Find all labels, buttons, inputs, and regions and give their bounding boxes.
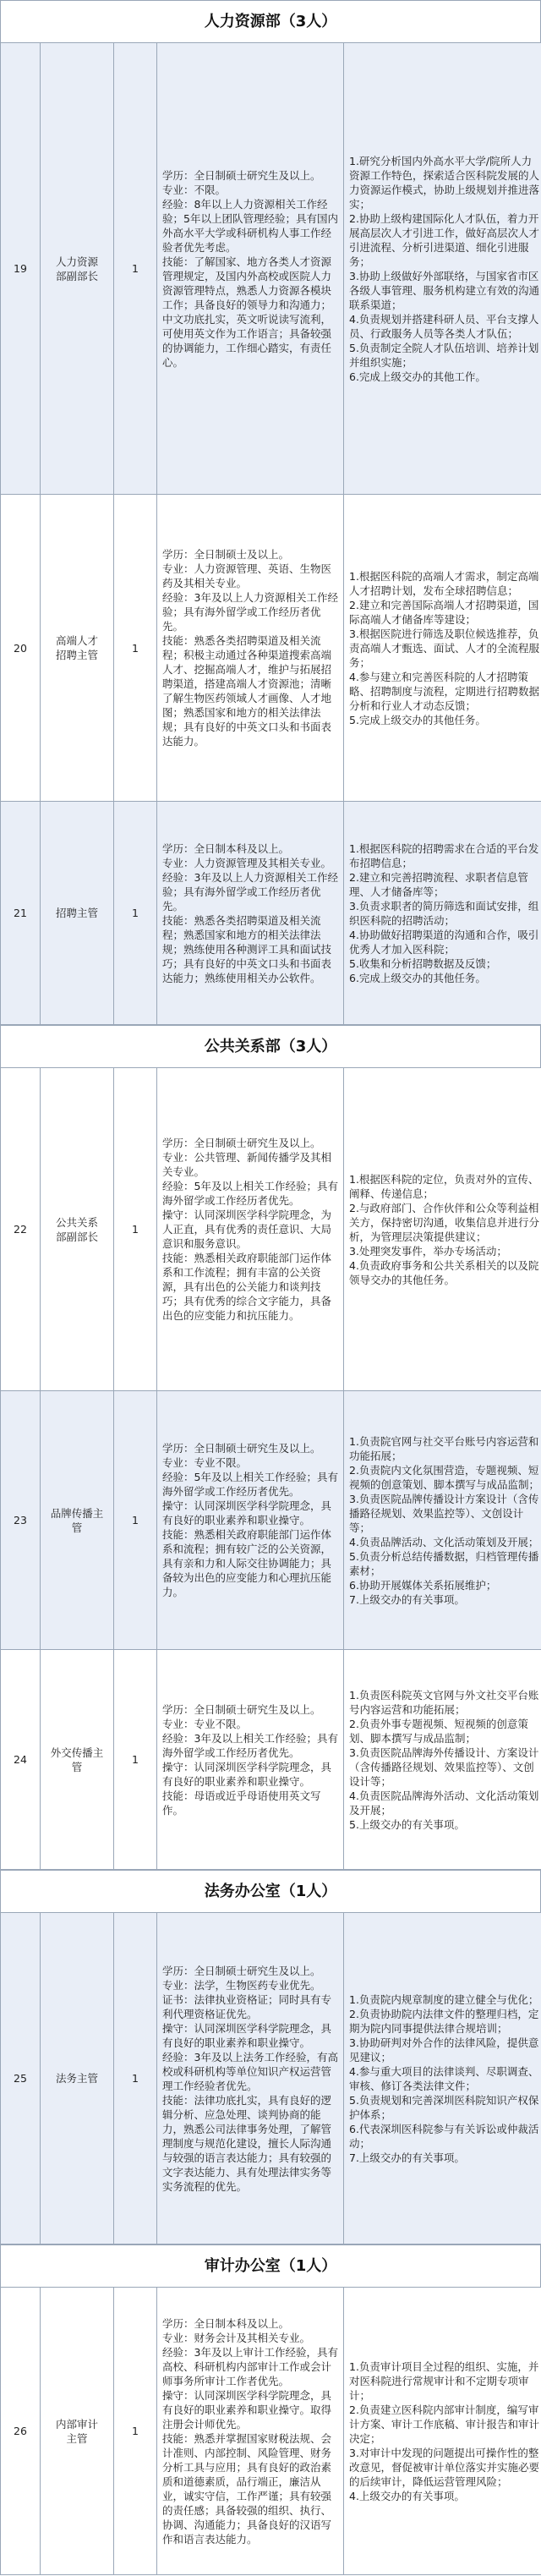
section-header-audit: 审计办公室（1人） bbox=[0, 2244, 541, 2287]
section-header-hr: 人力资源部（3人） bbox=[0, 0, 541, 42]
headcount: 1 bbox=[114, 495, 157, 802]
row-number: 23 bbox=[1, 1391, 41, 1650]
table-row bbox=[1, 495, 541, 802]
position-name: 高端人才 招聘主管 bbox=[41, 495, 114, 802]
requirements-cell: 学历：全日制硕士及以上。 专业：人力资源管理、英语、生物医药及其相关专业。 经验：3年及以上人力资源相关工作经验；具有海外留学或工作经历者优先。 技能：熟悉各类招聘渠道及相关流程；积极主动通过各种渠道搜索高端人才、挖掘高端人才，维护与拓展招聘渠道，搭建高端人才资源池；清晰了解生物医药领域人才画像、人才地图；熟悉国家和地方的相关法律法规；具有良好的中英文口头和书面表达能力。 bbox=[157, 495, 344, 802]
requirements-cell: 学历：全日制硕士研究生及以上。 专业：公共管理、新闻传播学及其相关专业。 经验：5年及以上相关工作经验；具有海外留学或工作经历者优先。 操守：认同深圳医学科学院理念，为人正直，具有优秀的责任意识、大局意识和服务意识。 技能：熟悉相关政府职能部门运作体系和工作流程；拥有丰富的公关资源，具有出色的公关能力和谈判技巧；具有优秀的综合文字能力，具备出色的应变能力和抗压能力。 bbox=[157, 1068, 344, 1391]
duties-cell: 1.根据医科院的定位，负责对外的宣传、阐释、传递信息； 2.与政府部门、合作伙伴和公众等利益相关方，保持密切沟通，收集信息并进行分析，为管理层决策提供建议； 3.处理突发事件，举办专场活动； 4.负责政府事务和公共关系相关的以及院领导交办的其他任务。 bbox=[344, 1068, 541, 1391]
requirements-cell: 学历：全日制硕士研究生及以上。 专业：不限。 经验：8年以上人力资源相关工作经验；5年以上团队管理经验；具有国内外高水平大学或科研机构人事工作经验者优先考虑。 技能：了解国家、地方各类人才资源管理规定，及国内外高校或医院人力资源管理特点，熟悉人力资源各模块工作；具备良好的领导力和沟通力；中文功底扎实，英文听说读写流利，可使用英文作为工作语言；具备较强的协调能力，工作细心踏实，有责任心。 bbox=[157, 43, 344, 495]
row-number: 22 bbox=[1, 1068, 41, 1391]
position-name: 公共关系 部副部长 bbox=[41, 1068, 114, 1391]
table-row bbox=[1, 1068, 541, 1391]
headcount: 1 bbox=[114, 2288, 157, 2575]
requirements-cell: 学历：全日制硕士研究生及以上。 专业：专业不限。 经验：5年及以上相关工作经验；具有海外留学或工作经历者优先。 操守：认同深圳医学科学院理念，具有良好的职业素养和职业操守。 技能：熟悉相关政府职能部门运作体系和流程；拥有较广泛的公关资源，具有亲和力和人际交往协调能力；具备较为出色的应变能力和心理抗压能力。 bbox=[157, 1391, 344, 1650]
duties-cell: 1.负责审计项目全过程的组织、实施，并对医科院进行常规审计和不定期专项审计； 2.负责建立医科院内部审计制度，编写审计方案、审计工作底稿、审计报告和审计决定； 3.对审计中发现的问题提出可操作性的整改意见，督促被审计单位落实并实施必要的后续审计，降低运营管理风险； 4.上级交办的有关事项。 bbox=[344, 2288, 541, 2575]
duties-cell: 1.负责医科院英文官网与外文社交平台账号内容运营和功能拓展； 2.负责外事专题视频、短视频的创意策划、脚本撰写与成品监制； 3.负责医院品牌海外传播设计、方案设计（含传播路径规划、效果监控等）、文创设计等； 4.负责医院品牌海外活动、文化活动策划及开展； 5.上级交办的有关事项。 bbox=[344, 1650, 541, 1870]
row-number: 19 bbox=[1, 43, 41, 495]
table-row bbox=[1, 1913, 541, 2244]
duties-cell: 1.负责院官网与社交平台账号内容运营和功能拓展； 2.负责院内文化氛围营造，专题视频、短视频的创意策划、脚本撰写与成品监制； 3.负责医院品牌传播设计方案设计（含传播路径规划、效果监控等）、文创设计等； 4.负责品牌活动、文化活动策划及开展； 5.负责分析总结传播数据，归档管理传播素材； 6.协助开展媒体关系拓展维护； 7.上级交办的有关事项。 bbox=[344, 1391, 541, 1650]
section-header-pr: 公共关系部（3人） bbox=[0, 1025, 541, 1067]
duties-cell: 1.负责院内规章制度的建立健全与优化； 2.负责协助院内法律文件的整理归档，定期为院内同事提供法律合规培训； 3.协助研判对外合作的法律风险，提供意见建议； 4.参与重大项目的法律谈判、尽职调查、审核、修订各类法律文件； 5.负责规划和完善深圳医科院知识产权保护体系； 6.代表深圳医科院参与有关诉讼或仲裁活动； 7.上级交办的有关事项。 bbox=[344, 1913, 541, 2244]
headcount: 1 bbox=[114, 1913, 157, 2244]
row-number: 24 bbox=[1, 1650, 41, 1870]
headcount: 1 bbox=[114, 802, 157, 1025]
requirements-cell: 学历：全日制本科及以上。 专业：财务会计及其相关专业。 经验：3年及以上审计工作经验，具有高校、科研机构内部审计工作或会计师事务所审计工作者优先。 操守：认同深圳医学科学院理念，具有良好的职业素养和职业操守。取得注册会计师优先。 技能：熟悉并掌握国家财税法规、会计准则、内部控制、风险管理、财务分析工具与应用；具有良好的政治素质和道德素质，品行端正，廉洁从业，诚实守信，工作严谨；具有较强的责任感；具备较强的组织、执行、协调、沟通能力；具备良好的汉语写作和语言表达能力。 bbox=[157, 2288, 344, 2575]
section-table-hr bbox=[0, 42, 541, 1025]
table-row bbox=[1, 1650, 541, 1870]
position-name: 内部审计 主管 bbox=[41, 2288, 114, 2575]
section-table-audit bbox=[0, 2287, 541, 2575]
table-row bbox=[1, 802, 541, 1025]
table-row bbox=[1, 1391, 541, 1650]
table-row bbox=[1, 43, 541, 495]
section-header-legal: 法务办公室（1人） bbox=[0, 1870, 541, 1912]
duties-cell: 1.根据医科院的招聘需求在合适的平台发布招聘信息； 2.建立和完善招聘流程、求职者信息管理、人才储备库等； 3.负责求职者的简历筛选和面试安排，组织医科院的招聘活动； 4.协助做好招聘渠道的沟通和合作，吸引优秀人才加入医科院； 5.收集和分析招聘数据及反馈； 6.完成上级交办的其他任务。 bbox=[344, 802, 541, 1025]
position-name: 人力资源 部副部长 bbox=[41, 43, 114, 495]
position-name: 法务主管 bbox=[41, 1913, 114, 2244]
requirements-cell: 学历：全日制硕士研究生及以上。 专业：专业不限。 经验：3年及以上相关工作经验；具有海外留学或工作经历者优先。 操守：认同深圳医学科学院理念，具有良好的职业素养和职业操守。 技能：母语或近乎母语使用英文写作。 bbox=[157, 1650, 344, 1870]
row-number: 25 bbox=[1, 1913, 41, 2244]
headcount: 1 bbox=[114, 1391, 157, 1650]
headcount: 1 bbox=[114, 43, 157, 495]
headcount: 1 bbox=[114, 1068, 157, 1391]
table-row bbox=[1, 2288, 541, 2575]
position-name: 招聘主管 bbox=[41, 802, 114, 1025]
position-name: 品牌传播主管 bbox=[41, 1391, 114, 1650]
row-number: 21 bbox=[1, 802, 41, 1025]
headcount: 1 bbox=[114, 1650, 157, 1870]
duties-cell: 1.根据医科院的高端人才需求，制定高端人才招聘计划，发布全球招聘信息； 2.建立和完善国际高端人才招聘渠道，国际高端人才储备库等建设； 3.根据医院进行筛选及职位候选推荐，负责高端人才甄选、面试、人才的全流程服务； 4.参与建立和完善医科院的人才招聘策略、招聘制度与流程，定期进行招聘数据分析和行业人才动态反馈； 5.完成上级交办的其他任务。 bbox=[344, 495, 541, 802]
section-table-legal bbox=[0, 1912, 541, 2244]
row-number: 26 bbox=[1, 2288, 41, 2575]
row-number: 20 bbox=[1, 495, 41, 802]
duties-cell: 1.研究分析国内外高水平大学/院所人力资源工作特色，探索适合医科院发展的人力资源运作模式，协助上级规划并推进落实； 2.协助上级构建国际化人才队伍，着力开展高层次人才引进工作，做好高层次人才引进流程、分析引进渠道、细化引进服务； 3.协助上级做好外部联络，与国家省市区各级人事管理、服务机构建立有效的沟通联系渠道； 4.负责规划并搭建科研人员、平台支撑人员、行政服务人员等各类人才队伍； 5.负责制定全院人才队伍培训、培养计划并组织实施； 6.完成上级交办的其他工作。 bbox=[344, 43, 541, 495]
requirements-cell: 学历：全日制硕士研究生及以上。 专业：法学，生物医药专业优先。 证书：法律执业资格证；同时具有专利代理资格证优先。 操守：认同深圳医学科学院理念，具有良好的职业素养和职业操守。 经验：3年及以上法务工作经验，有高校或科研机构等单位知识产权运营管理工作经验者优先。 技能：法律功底扎实，具有良好的逻辑分析、应急处理、谈判协商的能力，熟悉公司法律事务处理，了解管理制度与规范化建设，擅长人际沟通与较强的语言表达能力；具有较强的文字表达能力、具有处理法律实务等实务流程的优先。 bbox=[157, 1913, 344, 2244]
requirements-cell: 学历：全日制本科及以上。 专业：人力资源管理及其相关专业。 经验：3年及以上人力资源相关工作经验；具有海外留学或工作经历者优先。 技能：熟悉各类招聘渠道及相关流程；熟悉国家和地方的相关法律法规；熟练使用各种测评工具和面试技巧；具有良好的中英文口头和书面表达能力；熟练使用相关办公软件。 bbox=[157, 802, 344, 1025]
section-table-pr bbox=[0, 1067, 541, 1870]
position-name: 外交传播主管 bbox=[41, 1650, 114, 1870]
